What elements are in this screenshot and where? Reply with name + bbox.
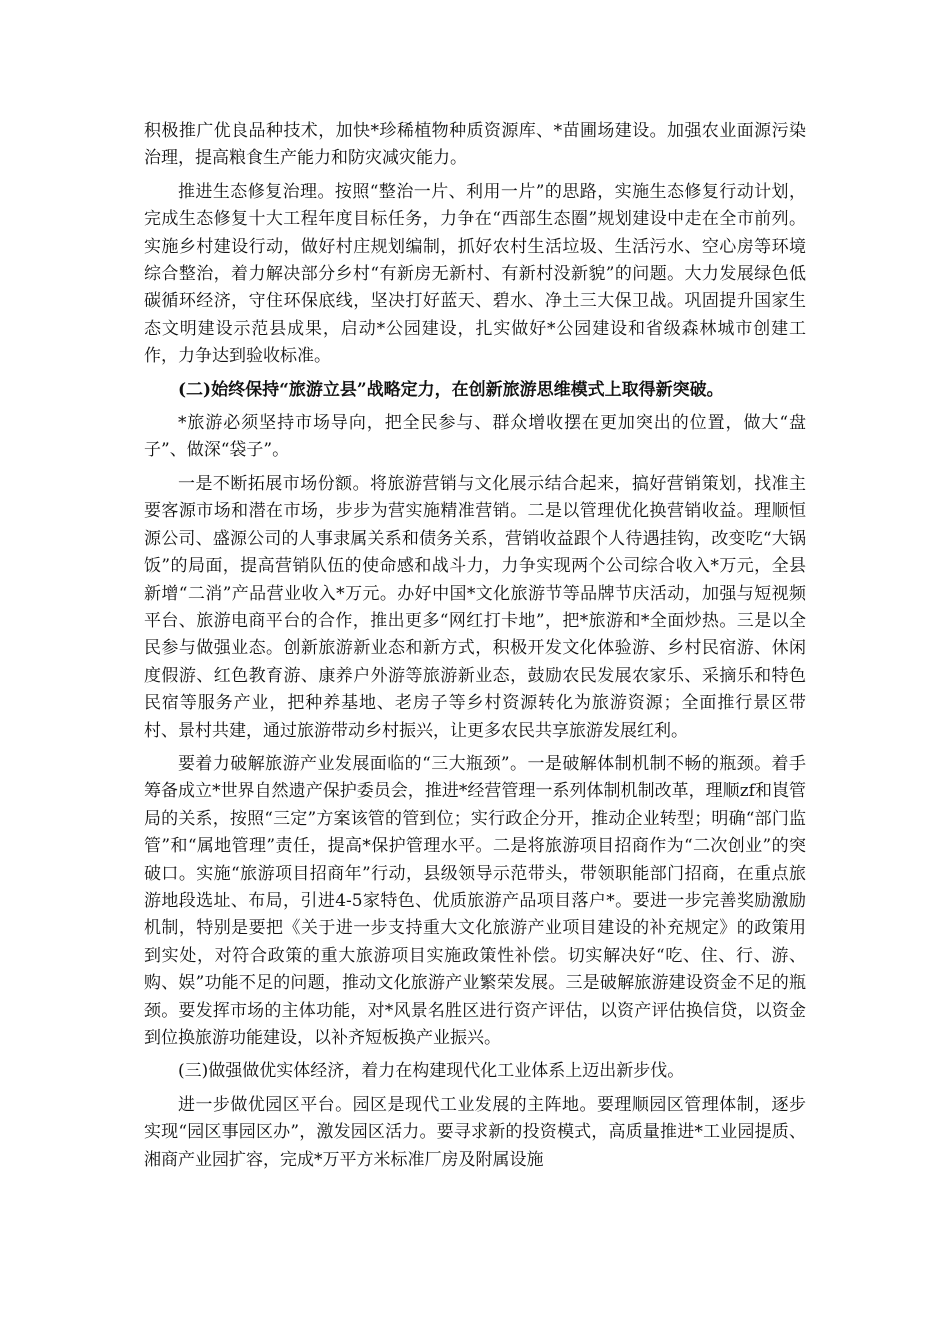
paragraph-tourism-intro: *旅游必须坚持市场导向，把全民参与、群众增收摆在更加突出的位置，做大“盘子”、做深“袋子”。 [144,413,806,461]
document-page [144,118,806,1180]
paragraph-ecology: 推进生态修复治理。按照“整治一片、利用一片”的思路，实施生态修复行动计划，完成生态修复十大工程年度目标任务，力争在“西部生态圈”规划建设中走在全市前列。实施乡村建设行动，做好村庄规划编制，抓好农村生活垃圾、生活污水、空心房等环境综合整治，着力解决部分乡村“有新房无新村、有新村没新貌”的问题。大力发展绿色低碳循环经济，守住环保底线，坚决打好蓝天、碧水、净土三大保卫战。巩固提升国家生态文明建设示范县成果，启动*公园建设，扎实做好*公园建设和省级森林城市创建工作，力争达到验收标准。 [144,181,806,367]
paragraph-tourism-market: 一是不断拓展市场份额。将旅游营销与文化展示结合起来，搞好营销策划，找准主要客源市场和潜在市场，步步为营实施精准营销。二是以管理优化换营销收益。理顺恒源公司、盛源公司的人事隶属关系和债务关系，营销收益跟个人待遇挂钩，改变吃“大锅饭”的局面，提高营销队伍的使命感和战斗力，力争实现两个公司综合收入*万元，全县新增“二消”产品营业收入*万元。办好中国*文化旅游节等品牌节庆活动，加强与短视频平台、旅游电商平台的合作，推出更多“网红打卡地”，把*旅游和*全面炒热。三是以全民参与做强业态。创新旅游新业态和新方式，积极开发文化体验游、乡村民宿游、休闲度假游、红色教育游、康养户外游等旅游新业态，鼓励农民发展农家乐、采摘乐和特色民宿等服务产业，把种养基地、老房子等乡村资源转化为旅游资源；全面推行景区带村、景村共建，通过旅游带动乡村振兴，让更多农民共享旅游发展红利。 [144,473,806,741]
paragraph-industrial-park: 进一步做优园区平台。园区是现代工业发展的主阵地。要理顺园区管理体制，逐步实现“园区事园区办”，激发园区活力。要寻求新的投资模式，高质量推进*工业园提质、湘商产业园扩容，完成*万平方米标准厂房及附属设施 [144,1094,806,1170]
section-heading-tourism: (二)始终保持“旅游立县”战略定力，在创新旅游思维模式上取得新突破。 [178,379,724,400]
paragraph-tourism-bottlenecks: 要着力破解旅游产业发展面临的“三大瓶颈”。一是破解体制机制不畅的瓶颈。着手筹备成立*世界自然遗产保护委员会，推进*经营管理一系列体制机制改革，理顺zf和崀管局的关系，按照“三定”方案该管的管到位；实行政企分开，推动企业转型；明确“部门监管”和“属地管理”责任，提高*保护管理水平。二是将旅游项目招商作为“二次创业”的突破口。实施“旅游项目招商年”行动，县级领导示范带头，带领职能部门招商，在重点旅游地段选址、布局，引进4-5家特色、优质旅游产品项目落户*。要进一步完善奖励激励机制，特别是要把《关于进一步支持重大文化旅游产业项目建设的补充规定》的政策用到实处，对符合政策的重大旅游项目实施政策性补偿。切实解决好“吃、住、行、游、购、娱”功能不足的问题，推动文化旅游产业繁荣发展。三是破解旅游建设资金不足的瓶颈。要发挥市场的主体功能，对*风景名胜区进行资产评估，以资产评估换信贷，以资金到位换旅游功能建设，以补齐短板换产业振兴。 [144,753,806,1048]
paragraph-agri-continuation: 积极推广优良品种技术，加快*珍稀植物种质资源库、*苗圃场建设。加强农业面源污染治理，提高粮食生产能力和防灾减灾能力。 [144,121,806,169]
section-heading-industry: (三)做强做优实体经济，着力在构建现代化工业体系上迈出新步伐。 [178,1061,685,1082]
